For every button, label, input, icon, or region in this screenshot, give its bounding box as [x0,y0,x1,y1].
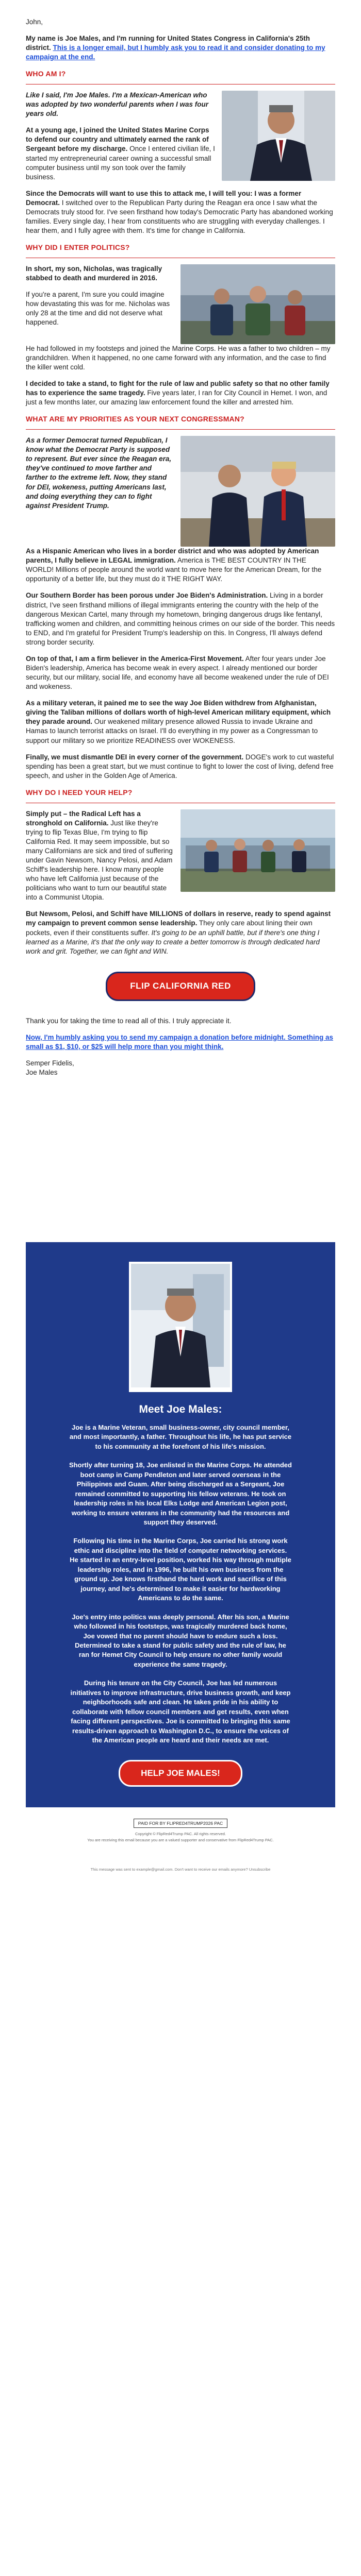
priorities-p4-rest: After four years under Joe Biden's leadership, America has become weak in every aspect. I already mentioned our border security, but our military, social life, and economy have all become weakened under the rule of DEI and wokeness. [26,654,329,691]
why-p2: If you're a parent, I'm sure you could imagine how devastating this was for me. Nicholas was only 28 at the time and did not deserve what happened. [26,291,170,327]
intro-paragraph [26,34,335,62]
why-p4 [26,379,335,407]
who-p2-rest: Once I entered civilian life, I started my entrepreneurial career owning a successful small computer business until my son took over the family business. [26,145,215,181]
need-p2-italic: It's going to be an uphill battle, but if there's one thing I learned as a Marine, it's that the only way to create a better tomorrow is through dedicated hard work and grit. Together, we can fight and WIN. [26,928,320,955]
trump-photo [180,436,335,547]
who-p3-rest: I switched over to the Republican Party during the Reagan era once I saw what the Democrats truly stood for. I've seen firsthand how today's Democratic Party has abandoned working families. Every single day, I hear from constituents who are struggling with everyday challenges. I hear them, and I fully agree with them. It's time for change in California. [26,198,333,235]
footer [26,1819,335,1873]
why-p1-bold: In short, my son, Nicholas, was tragically stabbed to death and murdered in 2016. [26,264,162,282]
cta-wrap [26,972,335,1001]
closing-ask [26,1033,335,1052]
priorities-p2-bold: As a Hispanic American who lives in a border district and who was adopted by American parents, I fully believe in LEGAL immigration. [26,547,319,565]
why-p4-rest: Five years later, I ran for City Council in Hemet. I won, and just a few months later, our amazing law enforcement found the killer and arrested him. [26,389,327,406]
priorities-p4-bold: On top of that, I am a firm believer in the America-First Movement. [26,654,244,663]
need-p2-rest: They only care about lining their own pockets, even if their constituents suffer. [26,919,313,937]
who-p3 [26,189,335,235]
priorities-p3 [26,591,335,647]
who-p3-bold: Since the Democrats will want to use this to attack me, I will tell you: I was a former Democrat. [26,189,302,207]
priorities-p1 [26,436,174,511]
priorities-p6 [26,753,335,781]
priorities-p3-rest: Living in a border district, I've seen firsthand millions of illegal immigrants entering the country with the help of the dangerous Mexican Cartel, many through my hometown, bringing dangerous drugs like fentanyl, trafficking women and children, and committing heinous crimes on our side of the border. This needs to END, and I'm grateful for President Trump's leadership on this. In Congress, I'll always defend strong border security. [26,591,335,646]
need-row [26,809,335,910]
donate-before-midnight-link[interactable]: Now, I'm humbly asking you to send my campaign a donation before midnight. Something as small as $1, $10, or $25 will help more than you might think. [26,1033,334,1050]
need-p1-rest: Just like they're trying to flip Texas Blue, I'm trying to flip California Red. It may seem impossible, but so many Californians are sick and tired of suffering under Gavin Newsom, Nancy Pelosi, and Adam Schiff's leadership here. I know many people who have left California just because of the politicians who want to turn our beautiful state into a Communist Utopia. [26,819,173,902]
section-heading-who: WHO AM I? [26,70,66,78]
who-p2 [26,126,216,181]
priorities-p2 [26,547,335,584]
priorities-p5-bold: As a military veteran, it pained me to see the way Joe Biden withdrew from Afghanistan, giving the Taliban millions of dollars worth of high-level American military equipment, which they parade around. [26,699,331,726]
who-row [26,91,335,189]
why-p4-bold: I decided to take a stand, to fight for the rule of law and public safety so that no other family has to experience the same tragedy. [26,380,330,397]
need-p2 [26,909,335,956]
priorities-p5-rest: Our weakened military presence allowed Russia to invade Ukraine and Hamas to launch terrorist attacks on Israel. I'll do everything in my power as a Congressman to support our military so we prioritize READINESS over WOKENESS. [26,718,318,744]
priorities-p5 [26,699,335,745]
family-photo [180,264,335,344]
priorities-row [26,436,335,547]
who-p2-bold: At a young age, I joined the United States Marine Corps to defend our country and ultimately earned the rank of Sergeant before my discharge. [26,126,209,153]
closing-thanks: Thank you for taking the time to read all of this. I truly appreciate it. [26,1016,232,1025]
need-p1 [26,809,174,903]
campaign-event-photo [180,809,335,892]
intro-donate-link[interactable]: This is a longer email, but I humbly ask you to read it and consider donating to my campaign at the end. [26,44,325,61]
section-heading-need: WHY DO I NEED YOUR HELP? [26,788,133,796]
bio-p5: During his tenure on the City Council, Joe has led numerous initiatives to improve infrastructure, drive business growth, and keep neighborhoods safe and clean. He takes pride in his ability to collaborate with fellow council members and get results, even when facing different perspectives. Joe is committed to bringing this same results-driven approach to Washington D.C., to ensure the voices of the American people are heard and their needs are met. [70,1679,291,1744]
help-joe-males-button[interactable]: HELP JOE MALES! [119,1760,242,1787]
footer-reason: You are receiving this email because you are a valued supporter and conservative from FlipRed4Trump PAC. [87,1837,274,1842]
who-p1-text: Like I said, I'm Joe Males. I'm a Mexican-American who was adopted by two wonderful parents when I was four years old. [26,91,209,118]
signoff: Semper Fidelis, [26,1059,74,1067]
priorities-p1-text: As a former Democrat turned Republican, I know what the Democrat Party is supposed to represent. But ever since the Reagan era, they've continued to move farther and farther to the extreme left. Now, they stand for DEI, wokeness, putting Americans last, and doing everything they can to fight against President Trump. [26,436,172,510]
why-p1 [26,264,174,283]
priorities-p6-rest: DOGE's work to cut wasteful spending has been a great start, but we must continue to fight to lower the cost of living, defend free speech, and usher in the Golden Age of America. [26,753,334,779]
section-heading-why: WHY DID I ENTER POLITICS? [26,243,130,252]
priorities-p4 [26,654,335,691]
bio-p3: Following his time in the Marine Corps, Joe carried his strong work ethic and discipline into the field of computer networking services. He started in an entry-level position, worked his way through multiple leadership roles, and in 1996, he built his own business from the ground up. Joe knows firsthand the hard work and sacrifice of this journey, and he's determined to make it easier for hardworking Americans to do the same. [70,1537,291,1602]
portrait-photo [222,91,335,181]
bio-card [26,1242,335,1807]
priorities-p2-rest: America is THE BEST COUNTRY IN THE WORLD! Millions of people around the world want to move here for the American Dream, for the opportunity of a better life, but they must do it THE RIGHT WAY. [26,556,322,583]
intro-bold: My name is Joe Males, and I'm running for United States Congress in California's 25th district. [26,35,310,52]
bio-p1: Joe is a Marine Veteran, small business-owner, city council member, and most importantly, a father. Throughout his life, he has put service to his community at the forefront of his life's mission. [69,1423,292,1450]
priorities-p6-bold: Finally, we must dismantle DEI in every corner of the government. [26,753,244,761]
why-p3: He had followed in my footsteps and joined the Marine Corps. He was a father to two children – my grandchildren. When it happened, no one came forward with any information, and the case to find the killer went cold. [26,344,331,371]
signer-name: Joe Males [26,1068,58,1076]
section-heading-priorities: WHAT ARE MY PRIORITIES AS YOUR NEXT CONGRESSMAN? [26,415,244,423]
greeting: John, [26,18,43,26]
divider [26,429,335,430]
footer-unsubscribe-note[interactable]: This message was sent to example@gmail.com. Don't want to receive our emails anymore? Unsubscribe [90,1867,271,1872]
signature [26,1059,335,1077]
priorities-p3-bold: Our Southern Border has been porous under Joe Biden's Administration. [26,591,268,600]
why-row [26,264,335,344]
email-body [26,0,335,1077]
need-p1-bold: Simply put – the Radical Left has a stronghold on California. [26,809,141,827]
need-p2-bold: But Newsom, Pelosi, and Schiff have MILLIONS of dollars in reserve, ready to spend against my campaign to prevent common sense leadership. [26,910,331,927]
flip-california-red-button[interactable]: FLIP CALIFORNIA RED [106,972,255,1001]
bio-p4: Joe's entry into politics was deeply personal. After his son, a Marine who followed in his footsteps, was tragically murdered back home, Joe vowed that no parent should have to endure such a loss. Determined to take a stand for public safety and the rule of law, he ran for Hemet City Council to help ensure no other family would experience the same tragedy. [72,1613,289,1668]
bio-title: Meet Joe Males: [139,1403,222,1415]
footer-copyright: Copyright © FlipRed4Trump PAC. All rights reserved. [135,1832,226,1837]
bio-p2: Shortly after turning 18, Joe enlisted in the Marine Corps. He attended boot camp in Camp Pendleton and later served overseas in the Philippines and Guam. After being discharged as a Sergeant, Joe remained committed to supporting his fellow veterans. He took on leadership roles in his local Elks Lodge and American Legion post, working to ensure veterans in the community had the resources and support they deserved. [69,1461,292,1526]
who-p1 [26,91,216,118]
bio-photo [129,1262,232,1392]
paid-for-box: PAID FOR BY FLIPRED4TRUMP2026 PAC [134,1819,227,1828]
